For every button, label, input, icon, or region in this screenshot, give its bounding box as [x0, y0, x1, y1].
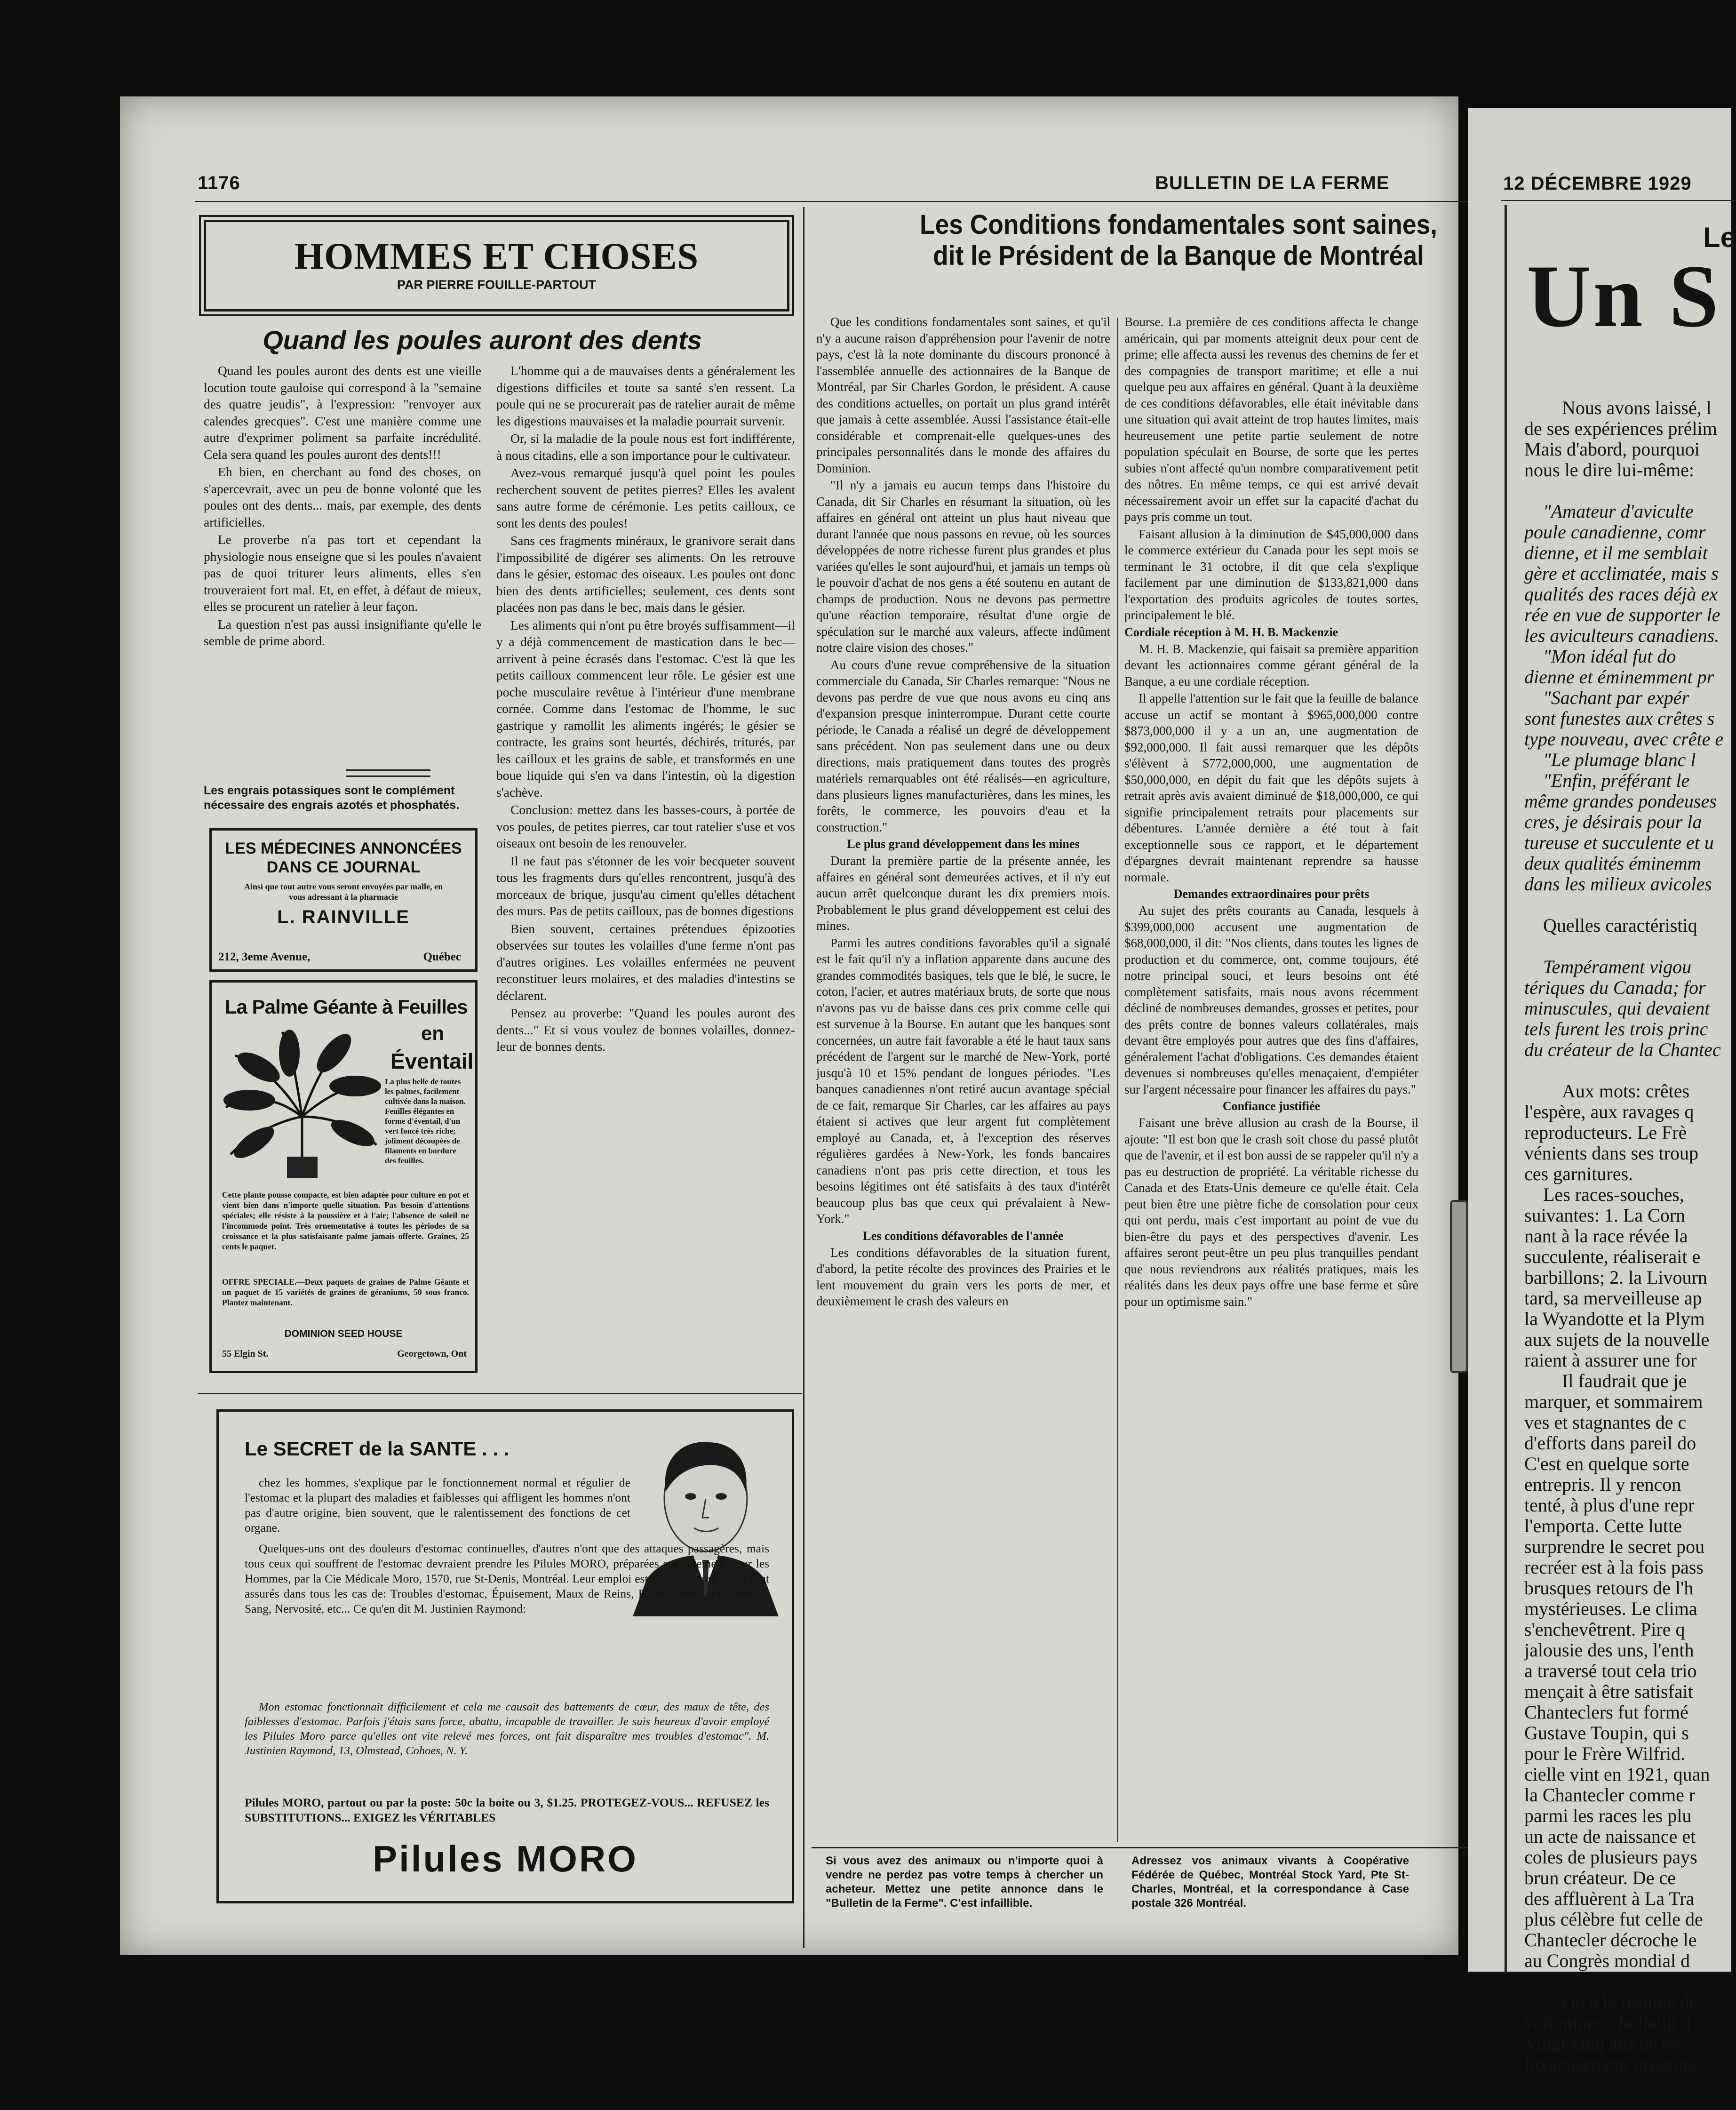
- subhead: Le plus grand développement dans les mines: [847, 837, 1080, 851]
- subhead: Les conditions défavorables de l'année: [863, 1229, 1064, 1243]
- text-line: pour le Frère Wilfrid.: [1524, 1743, 1685, 1764]
- text-line: "Amateur d'aviculte: [1543, 501, 1694, 522]
- paragraph: "Il n'y a jamais eu aucun temps dans l'histoire du Canada, dit Sir Charles en résumant la situation, où les affaires en général ont atteint un plus haut niveau que durant l'année que nous passons en revue, où les sources développées de notre richesse furent plus grandes et plus variées qu'elles le sont aujourd'hui, et jamais un temps où le pouvoir d'achat de nos gens a été soutenu en autant de champs de production. Nous ne devons pas permettre qu'une réaction temporaire, résultat d'une orgie de spéculation sur le marché aux valeurs, affecte indûment notre claire vision des choses.": [816, 478, 1110, 655]
- text-line: ves et stagnantes de c: [1524, 1412, 1687, 1433]
- conditions-headline: [841, 209, 1516, 272]
- subhead: Confiance justifiée: [1222, 1099, 1321, 1113]
- hommes-byline: PAR PIERRE FOUILLE-PARTOUT: [397, 278, 596, 292]
- paragraph: Le proverbe n'a pas tort et cependant la physiologie nous enseigne que si les poules n'avaient pas de quoi triturer leurs aliments, elles s'en trouveraient fort mal. Et, en effet, à défaut de mieux, elles se procurent un ratelier à leur façon.: [204, 532, 481, 614]
- paragraph: Les conditions défavorables de la situation furent, d'abord, la petite récolte des provinces des Prairies et le lent mouvement du grain vers les ports de mer, et deuxièmement le crash des valeurs en: [816, 1245, 1110, 1308]
- ad-secret-title: Le SECRET de la SANTE . . .: [245, 1438, 510, 1460]
- binding-clip: [1450, 1200, 1468, 1373]
- ad-palme-side-text: La plus belle de toutes les palmes, facilement cultivée dans la maison. Feuilles élégantes en forme d'éventail, d'un vert foncé très riche; joliment découpées de filaments en bordure des feuilles.: [385, 1077, 466, 1165]
- text-line: plus célèbre fut celle de: [1524, 1909, 1703, 1930]
- paragraph: L'homme qui a de mauvaises dents a généralement les digestions difficiles et toute sa santé s'en ressent. La poule qui ne se procurerait pas de ratelier aurait de même les digestions mauvaises et la maladie pourrait survenir.: [496, 363, 795, 428]
- subhead: Demandes extraordinaires pour prêts: [1173, 887, 1370, 901]
- ad-medecines-title: LES MÉDECINES ANNONCÉES DANS CE JOURNAL: [225, 839, 462, 876]
- text-line: un acte de naissance et: [1524, 1826, 1696, 1847]
- ad-secret-brand: Pilules MORO: [373, 1838, 638, 1879]
- engrais-note: Les engrais potassiques sont le complément nécessaire des engrais azotés et phosphatés.: [204, 784, 460, 812]
- text-line: "Le plumage blanc l: [1543, 749, 1696, 770]
- text-line: Chantecler décroche le: [1524, 1929, 1697, 1950]
- paragraph: Faisant allusion à la diminution de $45,000,000 dans le commerce extérieur du Canada pour les sept mois se terminant le 31 octobre, il dit que cela s'explique facilement par une diminution de $133,821,000 dans l'exportation des produits agricoles de toutes sortes, principalement le blé.: [1124, 527, 1418, 622]
- header-rule: [1501, 200, 1736, 201]
- text-line: Tempérament vigou: [1543, 956, 1692, 977]
- text-line: [1524, 1971, 1723, 1992]
- ad-medecines-address: 212, 3eme Avenue,: [218, 951, 311, 963]
- paragraph: Conclusion: mettez dans les basses-cours, à portée de vos poules, de petites pierres, car tout ratelier s'use et vos oiseaux ont besoin de les renouveler.: [496, 802, 795, 850]
- column-rule: [803, 207, 804, 1948]
- paragraph: Il ne faut pas s'étonner de les voir becqueter souvent tous les fragments durs qu'elles rencontrent, jusqu'à des morceaux de brique, jusqu'au ciment qu'elles détachent des murs. Pas de petits cailloux, pas de bonnes digestions: [496, 853, 795, 918]
- text-line: [1524, 936, 1723, 957]
- paragraph: Bien souvent, certaines prétendues épizooties observées sur toutes les volailles d'une ferme n'ont pas d'autres origines. Les volailles enfermées ne peuvent reconstituer leurs molaires, et des maladies d'intestins se déclarent.: [496, 921, 795, 1003]
- text-line: la Chantecler comme r: [1524, 1784, 1696, 1806]
- text-line: mystérieuses. Le clima: [1524, 1598, 1697, 1619]
- text-line: recréer est à la fois pass: [1524, 1557, 1704, 1578]
- text-line: même grandes pondeuses: [1524, 791, 1717, 812]
- paragraph: Durant la première partie de la présente année, les affaires en général sont demeurées actives, et il n'y eut aucun arrêt quelconque durant les dix premiers mois. Probablement le plus grand développement est celui des mines.: [816, 854, 1110, 933]
- text-line: barbillons; 2. la Livourn: [1524, 1267, 1707, 1288]
- text-line: Mais d'abord, pourquoi: [1524, 439, 1700, 460]
- text-line: raient à assurer une for: [1524, 1350, 1697, 1371]
- text-line: qualités des races déjà ex: [1524, 583, 1718, 605]
- paragraph: Or, si la maladie de la poule nous est fort indifférente, à nous citadins, elle a son importance pour le cultivateur.: [496, 431, 795, 463]
- ad-medecines-name: L. RAINVILLE: [277, 907, 410, 927]
- text-line: marquer, et sommairem: [1524, 1391, 1703, 1412]
- paragraph: Faisant une brève allusion au crash de la Bourse, il ajoute: "Il est bon que le crash soit chose du passé plutôt que de l'avenir, et il est bon aussi de se rappeler qu'il n'y a pas eu destruction de propriété. La véritable richesse du Canada et des Etats-Unis demeure ce qu'elle était. Cela peut bien être une piètre fiche de consolation pour ceux qui ont perdu, mais c'est important au point de vue du bien-être du pays et des perspectives d'avenir. Les affaires seront peut-être un peu plus tranquilles pendant que nous reviendrons aux réalités pratiques, mais les réalités dans les deux pays offre une base ferme et sûre pour un optimisme sain.": [1124, 1116, 1418, 1309]
- text-line: sont funestes aux crêtes s: [1524, 708, 1715, 729]
- text-line: cielle vint en 1921, quan: [1524, 1764, 1710, 1785]
- subhead: Cordiale réception à M. H. B. Mackenzie: [1124, 625, 1338, 639]
- ad-medecines: [209, 828, 478, 972]
- text-line: succulente, réaliserait e: [1524, 1246, 1701, 1267]
- publication-name: BULLETIN DE LA FERME: [1155, 173, 1390, 193]
- ad-palme-city: Georgetown, Ont: [397, 1349, 467, 1359]
- notice-cooperative: Adressez vos animaux vivants à Coopérative Fédérée de Québec, Montréal Stock Yard, Pte St-Charles, Montréal, et la correspondance à Case postale 326 Montréal.: [1131, 1854, 1409, 1910]
- text-line: coles de plusieurs pays: [1524, 1846, 1697, 1868]
- issue-date: 12 DÉCEMBRE 1929: [1503, 173, 1692, 194]
- text-line: "Enfin, préférant le: [1543, 770, 1690, 791]
- text-line: [1524, 895, 1723, 915]
- ad-palme-title-eventail: Éventail: [390, 1049, 474, 1073]
- facing-kicker: Le: [1703, 222, 1736, 253]
- text-line: [1524, 480, 1723, 501]
- text-line: luxueusement présenté: [1524, 2054, 1696, 2075]
- notice-annonce: Si vous avez des animaux ou n'importe quoi à vendre ne perdez pas votre temps à chercher un acheteur. Mettez une petite annonce dans le "Bulletin de la Ferme". C'est infaillible.: [826, 1854, 1103, 1910]
- ad-palme-offer: OFFRE SPECIALE.—Deux paquets de graines de Palme Géante et un paquet de 15 variétés de graines de géraniums, 50 sous franco. Plantez maintenant.: [222, 1277, 469, 1307]
- hommes-subtitle: Quand les poules auront des dents: [263, 325, 702, 355]
- text-line: des affluèrent à La Tra: [1524, 1888, 1695, 1909]
- conditions-headline-line-2: dit le Président de la Banque de Montréal: [933, 240, 1424, 271]
- paragraph: Au sujet des prêts courants au Canada, lesquels à $399,000,000 accusent une augmentation de $68,000,000, il dit: "Nos clients, dans toutes les lignes de production et du commerce, ont, comme toujours, été notre principal souci, et leurs besoins ont été complètement satisfaits, mais nous avons récemment décliné de nombreuses demandes, grosses et petites, pour des prêts contre de bonnes valeurs collatérales, mais devant être employés pour autres que des fins d'affaires, généralement l'achat d'obligations. Ces demandes étaient devenues si nombreuses qu'elles menaçaient, d'empiéter sur l'argent nécessaire pour financer les affaires du pays.": [1124, 903, 1418, 1096]
- text-line: tériques du Canada; for: [1524, 977, 1706, 998]
- text-line: l'espère, aux ravages q: [1524, 1101, 1694, 1122]
- text-line: s'enchevêtrent. Pire q: [1524, 1619, 1685, 1640]
- text-line: Nous avons laissé, l: [1562, 397, 1712, 418]
- paragraph: Au cours d'une revue compréhensive de la situation commerciale du Canada, Sir Charles remarque: "Nous ne devons pas perdre de vue que nous avons eu cinq ans d'expansion presque ininterrompue. Durant cette courte période, le Canada a réalisé un degré de développement sans précédent. Non pas seulement dans une ou deux directions, mais pratiquement dans toutes des progrès matériels remarquables ont été réalisés—en agriculture, dans plusieurs lignes manufacturières, dans les mines, les forêts, le commerce, les pouvoirs d'eau et la construction.": [816, 657, 1110, 834]
- column-rule: [1117, 318, 1118, 1842]
- text-line: cres, je désirais pour la: [1524, 811, 1702, 832]
- text-line: Quelles caractéristiq: [1543, 915, 1697, 936]
- text-line: surprendre le secret pou: [1524, 1536, 1705, 1557]
- text-line: aux sujets de la nouvelle: [1524, 1329, 1710, 1350]
- paragraph: Quand les poules auront des dents est une vieille locution toute gauloise qui correspond à la "semaine des quatre jeudis", à l'expression: "renvoyer aux calendes grecques". C'est une manière comme une autre d'exprimer poliment sa parfaite incrédulité. Cela sera quand les poules auront des dents!!!: [204, 363, 481, 462]
- paragraph: Bourse. La première de ces conditions affecta le change américain, qui par moments atteignit deux pour cent de prime; elle affecta aussi les revenus des chemins de fer et des compagnies de transport maritime; et elle a nui quelque peu aux affaires en général. Quant à la deuxième de ces conditions défavorables, elle était inévitable dans une situation qui avait atteint de trop hautes limites, mais heureusement une petite partie seulement de notre population spéculait en Bourse, de sorte que les pertes subies n'ont affecté qu'un nombre comparativement petit des nôtres. En même temps, ce qui est arrivé devait nécessairement avoir un effet sur la capacité d'achat du pays pris comme un tout.: [1124, 315, 1418, 524]
- ad-medecines-body: Ainsi que tout autre vous seront envoyées par malle, en vous adressant à la pharmacie: [244, 882, 443, 902]
- text-line: "Sachant par expér: [1543, 687, 1689, 708]
- ad-palme-address: 55 Elgin St.: [222, 1349, 269, 1359]
- frame-rule: [1505, 205, 1507, 1974]
- text-line: poule canadienne, comr: [1524, 521, 1706, 543]
- text-line: de ses expériences prélim: [1524, 418, 1717, 439]
- text-line: brun créateur. De ce: [1524, 1867, 1676, 1888]
- ornament-divider: [346, 769, 430, 777]
- newspaper-facing-page: [1468, 108, 1736, 2075]
- paragraph: La question n'est pas aussi insignifiante qu'elle le semble de prime abord.: [204, 616, 481, 648]
- newspaper-page: [120, 96, 1458, 1955]
- text-line: type nouveau, avec crête e: [1524, 728, 1724, 750]
- paragraph: M. H. B. Mackenzie, qui faisait sa première apparition devant les actionnaires comme gérant général de la Banque, a eu une cordiale réception.: [1124, 641, 1418, 688]
- text-line: dans les milieux avicoles: [1524, 873, 1712, 895]
- text-line: Chanteclers fut formé: [1524, 1702, 1688, 1723]
- hommes-column-1: [204, 362, 481, 649]
- ad-secret-body-1: chez les hommes, s'explique par le fonctionnement normal et régulier de l'estomac et la plupart des maladies et faiblesses qui affligent les hommes n'ont pas d'autre origine, bien souvent, que le ralentissement des fonctions de cet organe.: [245, 1476, 630, 1535]
- text-line: Il faudrait que je: [1562, 1370, 1687, 1391]
- ad-secret-sante: [216, 1409, 794, 1903]
- facing-article-text: [1524, 398, 1723, 2075]
- ad-palme: [209, 980, 478, 1373]
- text-line: parmi les races les plu: [1524, 1805, 1692, 1826]
- text-line: minuscules, qui devaient: [1524, 998, 1710, 1019]
- text-line: nant à la race révée la: [1524, 1225, 1688, 1247]
- ad-palme-body: Cette plante pousse compacte, est bien adaptée pour culture en pot et vient bien dans n'importe quelle situation. Pas besoin d'attentions spéciales; elle résiste à la poussière et à l'air; l'absence de soleil ne l'incommode point. Très ornementative à toutes les périodes de sa croissance et la plus satisfaisante palme jamais offerte. Graines, 25 cents le paquet.: [222, 1190, 469, 1251]
- hommes-column-2: [496, 362, 795, 1055]
- paragraph: Pensez au proverbe: "Quand les poules auront des dents..." Et si vous voulez de bonnes volailles, donnez-leur de bonnes dents.: [496, 1006, 795, 1054]
- text-line: rée en vue de supporter le: [1524, 604, 1720, 625]
- paragraph: Il appelle l'attention sur le fait que la feuille de balance accuse un actif se montant à $965,000,000 contre $873,000,000 il y a un an, une augmentation de $92,000,000. Il fait aussi remarquer que les dépôts s'élèvent à $772,000,000, une augmentation de $50,000,000, en dépit du fait que les dépôts sujets à retrait après avis avaient diminué de $18,000,000, ce qui signifie principalement retraits pour placements sur débentures. L'année dernière a été tout à fait exceptionnelle sous ce rapport, et le département d'épargnes devrait maintenant reprendre sa hausse normale.: [1124, 691, 1418, 884]
- text-line: au Congrès mondial d: [1524, 1950, 1690, 1971]
- text-line: deux qualités éminemm: [1524, 853, 1701, 874]
- text-line: la Wyandotte et la Plym: [1524, 1308, 1705, 1329]
- text-line: "Mon idéal fut do: [1543, 646, 1676, 667]
- text-line: dienne et éminemment pr: [1524, 666, 1714, 687]
- text-line: C'est en quelque sorte: [1524, 1453, 1689, 1474]
- paragraph: Avez-vous remarqué jusqu'à quel point les poules recherchent souvent de petites pierres? Elles les avalent sans autre forme de cérémonie. Les petits cailloux, ce sont les dents des poules!: [496, 465, 795, 530]
- text-line: entrepris. Il y rencon: [1524, 1474, 1681, 1495]
- paragraph: Eh bien, en cherchant au fond des choses, on s'apercevrait, avec un peu de bonne volonté que les poules ont des dents... mais, par exemple, des dents artificielles.: [204, 464, 481, 529]
- ad-secret-body-2: Quelques-uns ont des douleurs d'estomac continuelles, d'autres n'ont que des attaques passagères, mais tous ceux qui souffrent de l'estomac devraient prendre les Pilules MORO, préparées spécialement pour les Hommes, par la Cie Médicale Moro, 1570, rue St-Denis, Montréal. Leur emploi est facile et leurs effets sont assurés dans tous les cas de: Troubles d'estomac, Épuisement, Maux de Reins, Rhumatismes, Pauvreté du Sang, Nervosité, etc... Ce qu'en dit M. Justinien Raymond:: [245, 1542, 769, 1615]
- text-line: volumineux bulletin d: [1524, 2012, 1691, 2033]
- text-line: a traversé tout cela trio: [1524, 1660, 1697, 1681]
- text-line: Les races-souches,: [1543, 1184, 1684, 1205]
- text-line: tels furent les trois princ: [1524, 1018, 1708, 1039]
- text-line: suivantes: 1. La Corn: [1524, 1205, 1686, 1226]
- text-line: On a le résumé de: [1562, 1991, 1698, 2013]
- page-number: 1176: [198, 173, 240, 193]
- text-line: Vingt-cinq ans de rec: [1524, 2033, 1685, 2054]
- conditions-column-a: [816, 314, 1110, 1310]
- text-line: [1524, 1060, 1723, 1081]
- text-line: nous le dire lui-même:: [1524, 459, 1695, 480]
- paragraph: Les aliments qui n'ont pu être broyés suffisamment—il y a déjà commencement de mastication dans le bec—arrivent à peine écrasés dans l'estomac. C'est là que les petits cailloux commencent leur rôle. Le gésier est une poche musculaire revêtue à l'intérieur d'une membrane cornée. Comme dans l'estomac de l'homme, le suc gastrique y ramollit les aliments ingérés; le gésier se contracte, les grains sont heurtés, déchirés, triturés, par les cailloux et les grains de sable, et transformés en une boue liquide qui s'en va dans l'intestin, où la digestion s'achève.: [496, 617, 795, 799]
- text-line: tard, sa merveilleuse ap: [1524, 1287, 1702, 1309]
- ad-secret-testimonial: Mon estomac fonctionnait difficilement et cela me causait des battements de cœur, des maux de tête, des faiblesses d'estomac. Parfois j'étais sans force, abattu, incapable de travailler. Je suis heureux d'avoir employé les Pilules Moro parce qu'elles ont vite relevé mes forces, ont fait disparaître mes troubles d'estomac". M. Justinien Raymond, 13, Olmstead, Cohoes, N. Y.: [245, 1701, 769, 1757]
- text-line: tureuse et succulente et u: [1524, 832, 1714, 853]
- ad-palme-title: La Palme Géante à Feuilles: [225, 996, 468, 1018]
- text-line: Aux mots: crêtes: [1562, 1080, 1690, 1102]
- header-rule: [195, 201, 1513, 202]
- text-line: les aviculteurs canadiens.: [1524, 625, 1720, 646]
- ad-medecines-city: Québec: [423, 951, 461, 963]
- text-line: d'efforts dans pareil do: [1524, 1432, 1696, 1454]
- text-line: reproducteurs. Le Frè: [1524, 1122, 1687, 1143]
- hommes-title: HOMMES ET CHOSES: [294, 236, 699, 277]
- text-line: ces garnitures.: [1524, 1163, 1633, 1184]
- text-line: brusques retours de l'h: [1524, 1577, 1694, 1598]
- text-line: l'emporta. Cette lutte: [1524, 1515, 1682, 1536]
- text-line: Gustave Toupin, qui s: [1524, 1722, 1689, 1743]
- notice-rule: [812, 1847, 1545, 1848]
- text-line: mençait à être satisfait: [1524, 1681, 1693, 1702]
- hommes-title-box: [204, 220, 789, 312]
- palm-plant-illustration: [221, 1027, 383, 1180]
- text-line: vénients dans ses troup: [1524, 1143, 1698, 1164]
- paragraph: Que les conditions fondamentales sont saines, et qu'il n'y a aucune raison d'appréhension pour l'avenir de notre pays, c'est là la note dominante du discours prononcé à l'assemblée annuelle des actionnaires de la Banque de Montréal, par Sir Charles Gordon, le président. A cause des conditions actuelles, on portait un plus grand intérêt que jamais à cette assemblée. Aussi l'assistance était-elle considérable et comprenait-elle quelques-unes des principales personnalités dans le monde des affaires du Dominion.: [816, 315, 1110, 475]
- section-rule: [198, 1393, 802, 1394]
- text-line: dienne, et il me semblait: [1524, 542, 1708, 563]
- conditions-column-b: [1124, 314, 1418, 1310]
- paragraph: Parmi les autres conditions favorables qu'il a signalé est le fait qu'il n'y a inflation apparente dans aucune des grandes commodités basiques, tels que le blé, le sucre, le coton, l'acier, et autres matériaux bruts, de sorte que nous n'avons pas vu de baisse dans ces prix comme celle qui est survenue à la Bourse. En autant que les banques sont concernées, un autre fait favorable a été le haut taux sans précédent de l'argent sur le marché de New-York, porté jusqu'à 10 et 15% pendant de longues périodes. "Les banques canadiennes n'ont retiré aucun avantage spécial de ce fait, remarque Sir Charles, car les affaires au pays étaient si actives que leur argent fut complètement employé au Canada, et, à l'exception des réserves régulières gardées à New-York, les fonds bancaires canadiens n'ont pas pris cette direction, et tous les besoins légitimes ont été satisfaits à des taux d'intérêt beaucoup plus bas que ceux qui prévalaient à New-York.": [816, 935, 1110, 1226]
- ad-secret-price: Pilules MORO, partout ou par la poste: 50c la boite ou 3, $1.25. PROTEGEZ-VOUS... REFUSEZ les SUBSTITUTIONS... EXIGEZ les VÉRITABLES: [245, 1796, 769, 1824]
- text-line: jalousie des uns, l'enth: [1524, 1639, 1694, 1661]
- conditions-headline-line-1: Les Conditions fondamentales sont saines,: [919, 209, 1438, 240]
- paragraph: Sans ces fragments minéraux, le granivore serait dans l'impossibilité de digérer ses aliments. On les retrouve dans le gésier, estomac des oiseaux. Les poules ont donc bien des dents artificielles; seulement, ces dents sont placées non pas dans le bec, mais dans le gésier.: [496, 533, 795, 615]
- facing-headline: Un S: [1527, 247, 1721, 346]
- text-line: gère et acclimatée, mais s: [1524, 563, 1719, 584]
- ad-palme-title-en: en: [421, 1022, 445, 1044]
- text-line: du créateur de la Chantec: [1524, 1039, 1721, 1060]
- ad-palme-company: DOMINION SEED HOUSE: [284, 1328, 403, 1339]
- text-line: tenté, à plus d'une repr: [1524, 1495, 1695, 1516]
